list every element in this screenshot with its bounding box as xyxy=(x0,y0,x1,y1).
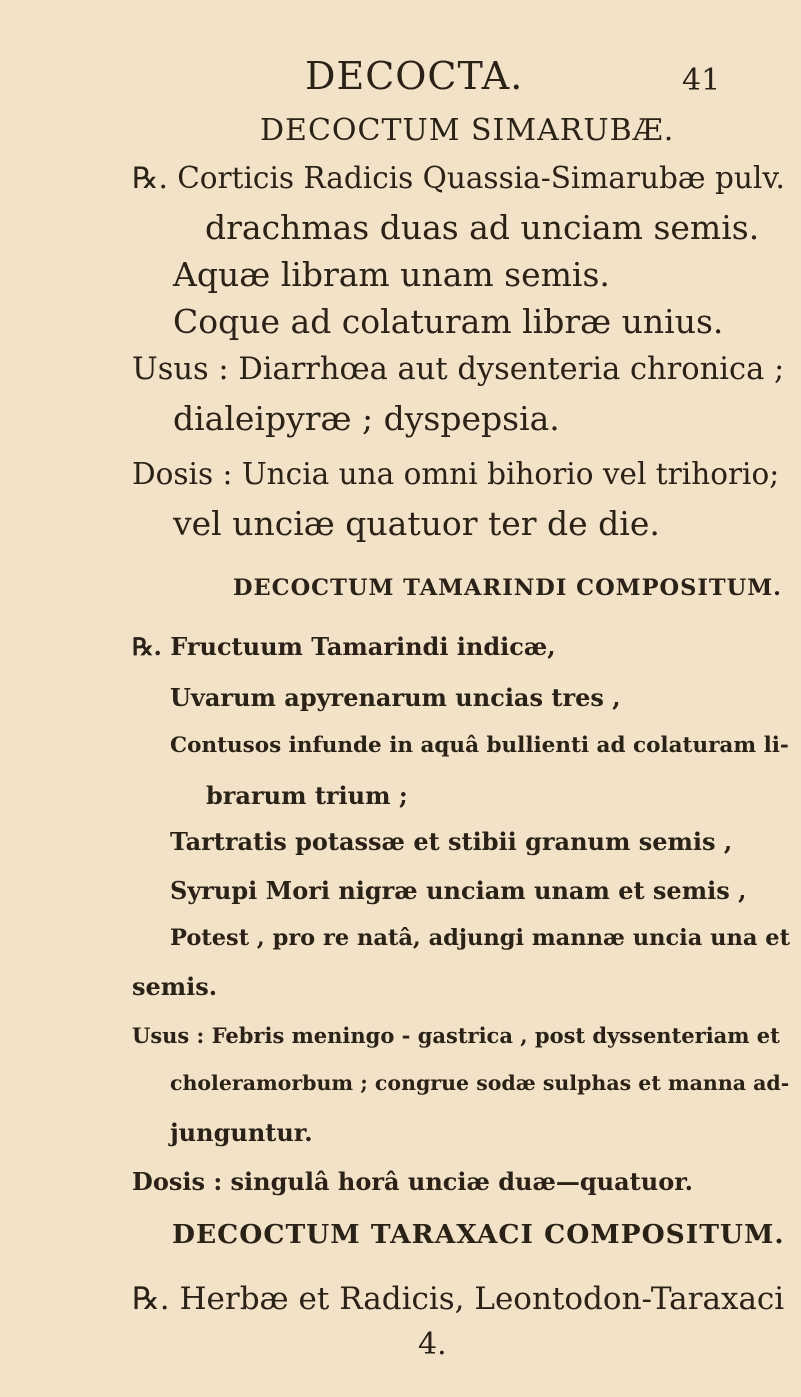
dosis-line: Dosis : Uncia una omni bihorio vel trihorio; xyxy=(132,457,780,491)
dosis-line: Dosis : singulâ horâ unciæ duæ—quatuor. xyxy=(132,1167,694,1196)
recipe-line: ℞. Herbæ et Radicis, Leontodon-Taraxaci xyxy=(132,1281,785,1317)
section-title-taraxaci: DECOCTUM TARAXACI COMPOSITUM. xyxy=(172,1219,785,1250)
page-number: 41 xyxy=(682,63,721,98)
usus-line: Usus : Febris meningo - gastrica , post dyssenteriam et xyxy=(132,1023,780,1048)
recipe-line: Tartratis potassæ et stibii granum semis , xyxy=(170,827,733,856)
recipe-line: ℞. Fructuum Tamarindi indicæ, xyxy=(132,632,556,661)
section-title-tamarindi: DECOCTUM TAMARINDI COMPOSITUM. xyxy=(233,575,782,601)
recipe-line: Syrupi Mori nigræ unciam unam et semis , xyxy=(170,876,747,905)
recipe-line: Contusos infunde in aquâ bullienti ad colaturam li- xyxy=(170,733,789,758)
recipe-line: Coque ad colaturam libræ unius. xyxy=(173,302,724,341)
recipe-line: drachmas duas ad unciam semis. xyxy=(205,208,760,247)
running-head: DECOCTA. xyxy=(305,54,524,98)
recipe-line: brarum trium ; xyxy=(206,781,408,810)
recipe-line: Uvarum apyrenarum uncias tres , xyxy=(170,683,621,712)
usus-line: Usus : Diarrhœa aut dysenteria chronica ; xyxy=(132,352,785,387)
signature-mark: 4. xyxy=(418,1327,447,1362)
usus-line: junguntur. xyxy=(170,1118,313,1147)
dosis-line: vel unciæ quatuor ter de die. xyxy=(173,504,660,543)
recipe-line: Aquæ libram unam semis. xyxy=(173,255,610,294)
section-title-simarubae: DECOCTUM SIMARUBÆ. xyxy=(260,113,675,148)
recipe-line: ℞. Corticis Radicis Quassia-Simarubæ pulv. xyxy=(132,161,785,195)
usus-line: dialeipyræ ; dyspepsia. xyxy=(173,399,560,438)
recipe-line: Potest , pro re natâ, adjungi mannæ uncia una et xyxy=(170,925,790,951)
usus-line: choleramorbum ; congrue sodæ sulphas et manna ad- xyxy=(170,1071,790,1095)
recipe-line: semis. xyxy=(132,972,218,1001)
